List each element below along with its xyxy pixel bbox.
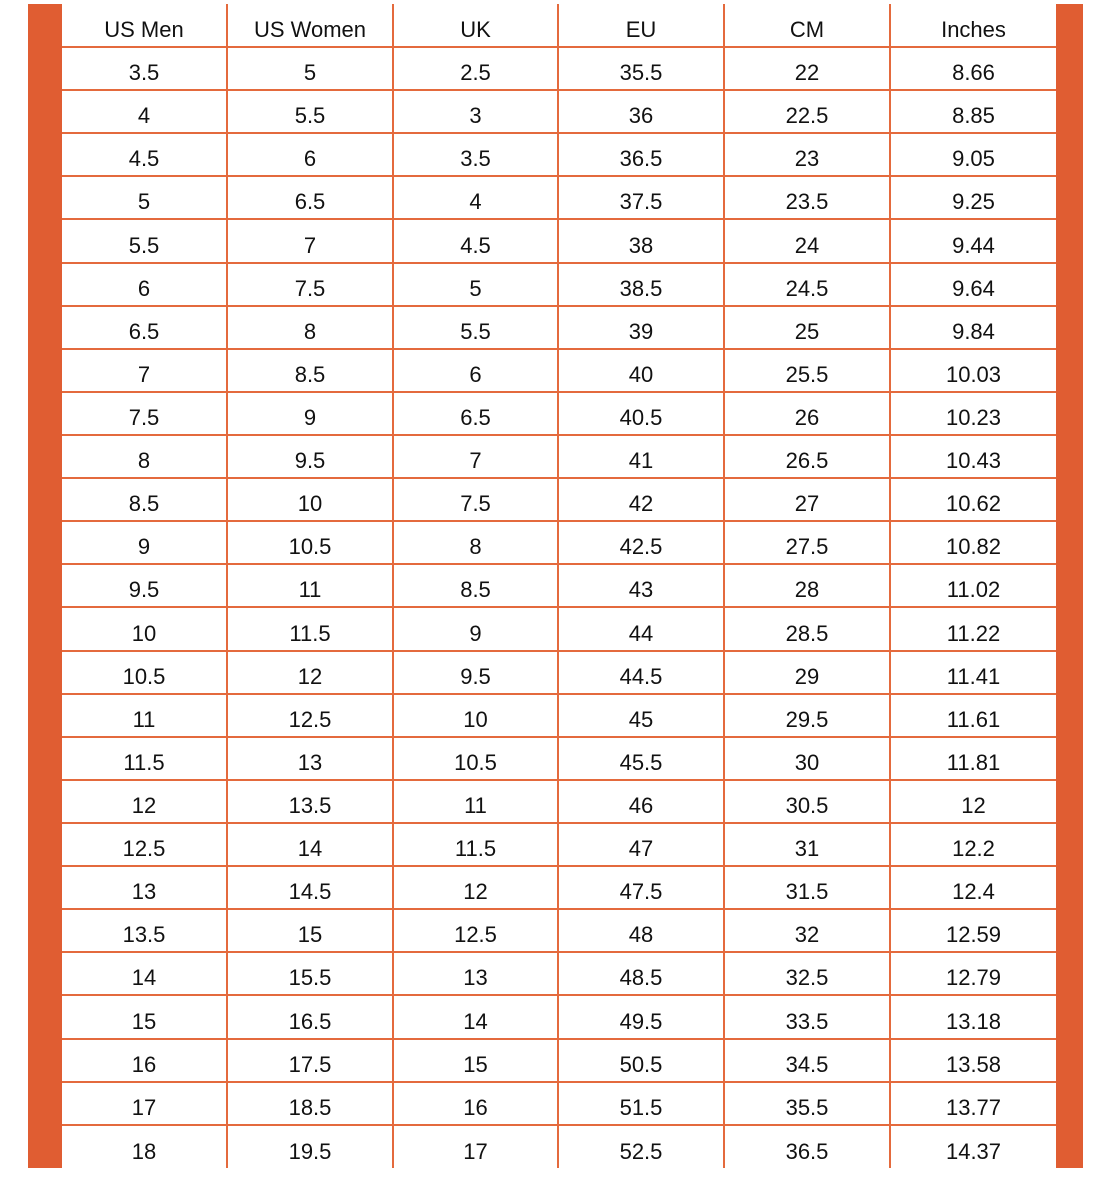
cell-uk: 9.5	[393, 651, 558, 694]
cell-uk: 5.5	[393, 306, 558, 349]
cell-uk: 12	[393, 866, 558, 909]
cell-eu: 40	[558, 349, 724, 392]
cell-cm: 23.5	[724, 176, 890, 219]
cell-us-men: 10	[62, 607, 227, 650]
cell-us-women: 13	[227, 737, 393, 780]
cell-inches: 10.82	[890, 521, 1056, 564]
cell-us-women: 13.5	[227, 780, 393, 823]
cell-cm: 32.5	[724, 952, 890, 995]
cell-eu: 44	[558, 607, 724, 650]
table-row	[62, 47, 1056, 90]
cell-eu: 36.5	[558, 133, 724, 176]
cell-us-women: 18.5	[227, 1082, 393, 1125]
cell-us-men: 9	[62, 521, 227, 564]
cell-uk: 7	[393, 435, 558, 478]
cell-inches: 8.66	[890, 47, 1056, 90]
cell-inches: 10.43	[890, 435, 1056, 478]
cell-cm: 30.5	[724, 780, 890, 823]
table-row	[62, 823, 1056, 866]
cell-eu: 47	[558, 823, 724, 866]
cell-cm: 24	[724, 219, 890, 262]
table-row	[62, 90, 1056, 133]
cell-cm: 36.5	[724, 1125, 890, 1168]
table-row	[62, 952, 1056, 995]
cell-us-men: 17	[62, 1082, 227, 1125]
cell-us-women: 11.5	[227, 607, 393, 650]
cell-cm: 33.5	[724, 995, 890, 1038]
cell-cm: 31.5	[724, 866, 890, 909]
cell-us-men: 6	[62, 263, 227, 306]
header-inches: Inches	[890, 4, 1056, 47]
header-us-women: US Women	[227, 4, 393, 47]
cell-us-men: 14	[62, 952, 227, 995]
table-row	[62, 780, 1056, 823]
cell-inches: 10.23	[890, 392, 1056, 435]
cell-uk: 7.5	[393, 478, 558, 521]
cell-eu: 41	[558, 435, 724, 478]
cell-uk: 2.5	[393, 47, 558, 90]
cell-cm: 30	[724, 737, 890, 780]
cell-eu: 35.5	[558, 47, 724, 90]
cell-cm: 29.5	[724, 694, 890, 737]
cell-us-women: 5.5	[227, 90, 393, 133]
cell-us-women: 14	[227, 823, 393, 866]
cell-eu: 48.5	[558, 952, 724, 995]
header-eu: EU	[558, 4, 724, 47]
cell-us-men: 12	[62, 780, 227, 823]
cell-uk: 16	[393, 1082, 558, 1125]
cell-us-women: 14.5	[227, 866, 393, 909]
cell-us-men: 11	[62, 694, 227, 737]
table-row	[62, 737, 1056, 780]
cell-eu: 38.5	[558, 263, 724, 306]
cell-inches: 11.22	[890, 607, 1056, 650]
table-row	[62, 866, 1056, 909]
cell-us-women: 8.5	[227, 349, 393, 392]
cell-inches: 9.84	[890, 306, 1056, 349]
cell-us-men: 6.5	[62, 306, 227, 349]
cell-us-women: 10	[227, 478, 393, 521]
cell-us-women: 12.5	[227, 694, 393, 737]
cell-uk: 4	[393, 176, 558, 219]
cell-eu: 43	[558, 564, 724, 607]
cell-us-men: 10.5	[62, 651, 227, 694]
cell-us-men: 4.5	[62, 133, 227, 176]
table-row	[62, 607, 1056, 650]
table-row	[62, 478, 1056, 521]
cell-us-men: 15	[62, 995, 227, 1038]
cell-inches: 9.64	[890, 263, 1056, 306]
cell-uk: 8.5	[393, 564, 558, 607]
cell-us-women: 12	[227, 651, 393, 694]
cell-uk: 4.5	[393, 219, 558, 262]
cell-us-women: 5	[227, 47, 393, 90]
cell-cm: 29	[724, 651, 890, 694]
cell-inches: 12.79	[890, 952, 1056, 995]
cell-us-women: 9.5	[227, 435, 393, 478]
cell-us-women: 15.5	[227, 952, 393, 995]
cell-uk: 11	[393, 780, 558, 823]
cell-uk: 9	[393, 607, 558, 650]
cell-inches: 9.25	[890, 176, 1056, 219]
table-row	[62, 263, 1056, 306]
cell-eu: 45.5	[558, 737, 724, 780]
cell-inches: 12.4	[890, 866, 1056, 909]
cell-cm: 28	[724, 564, 890, 607]
table-row	[62, 1082, 1056, 1125]
cell-inches: 8.85	[890, 90, 1056, 133]
cell-us-women: 16.5	[227, 995, 393, 1038]
cell-cm: 22	[724, 47, 890, 90]
header-row	[62, 4, 1056, 47]
cell-cm: 25	[724, 306, 890, 349]
cell-eu: 50.5	[558, 1039, 724, 1082]
cell-eu: 42	[558, 478, 724, 521]
cell-us-women: 15	[227, 909, 393, 952]
cell-inches: 14.37	[890, 1125, 1056, 1168]
cell-inches: 13.18	[890, 995, 1056, 1038]
cell-cm: 34.5	[724, 1039, 890, 1082]
cell-uk: 5	[393, 263, 558, 306]
cell-inches: 12	[890, 780, 1056, 823]
cell-us-men: 4	[62, 90, 227, 133]
cell-inches: 12.2	[890, 823, 1056, 866]
cell-us-men: 3.5	[62, 47, 227, 90]
cell-uk: 3.5	[393, 133, 558, 176]
cell-inches: 9.05	[890, 133, 1056, 176]
cell-cm: 26.5	[724, 435, 890, 478]
table-row	[62, 435, 1056, 478]
cell-eu: 38	[558, 219, 724, 262]
header-cm: CM	[724, 4, 890, 47]
table-row	[62, 349, 1056, 392]
cell-cm: 26	[724, 392, 890, 435]
cell-us-women: 8	[227, 306, 393, 349]
cell-us-men: 7.5	[62, 392, 227, 435]
cell-us-women: 6	[227, 133, 393, 176]
cell-uk: 14	[393, 995, 558, 1038]
cell-uk: 10	[393, 694, 558, 737]
cell-inches: 11.81	[890, 737, 1056, 780]
table-row	[62, 1039, 1056, 1082]
cell-inches: 9.44	[890, 219, 1056, 262]
table-row	[62, 651, 1056, 694]
cell-eu: 51.5	[558, 1082, 724, 1125]
cell-us-women: 6.5	[227, 176, 393, 219]
cell-cm: 27	[724, 478, 890, 521]
cell-cm: 25.5	[724, 349, 890, 392]
cell-eu: 37.5	[558, 176, 724, 219]
cell-inches: 10.62	[890, 478, 1056, 521]
cell-us-men: 5.5	[62, 219, 227, 262]
cell-eu: 44.5	[558, 651, 724, 694]
cell-inches: 12.59	[890, 909, 1056, 952]
cell-cm: 27.5	[724, 521, 890, 564]
cell-uk: 11.5	[393, 823, 558, 866]
table-row	[62, 306, 1056, 349]
cell-inches: 13.77	[890, 1082, 1056, 1125]
cell-uk: 3	[393, 90, 558, 133]
cell-cm: 35.5	[724, 1082, 890, 1125]
table-row	[62, 995, 1056, 1038]
cell-us-men: 11.5	[62, 737, 227, 780]
cell-uk: 8	[393, 521, 558, 564]
cell-uk: 17	[393, 1125, 558, 1168]
header-uk: UK	[393, 4, 558, 47]
cell-eu: 52.5	[558, 1125, 724, 1168]
cell-eu: 45	[558, 694, 724, 737]
header-us-men: US Men	[62, 4, 227, 47]
cell-us-women: 19.5	[227, 1125, 393, 1168]
cell-inches: 10.03	[890, 349, 1056, 392]
table-row	[62, 1125, 1056, 1168]
cell-eu: 42.5	[558, 521, 724, 564]
cell-us-men: 7	[62, 349, 227, 392]
cell-inches: 11.02	[890, 564, 1056, 607]
cell-inches: 11.41	[890, 651, 1056, 694]
cell-cm: 32	[724, 909, 890, 952]
cell-us-men: 18	[62, 1125, 227, 1168]
table-row	[62, 392, 1056, 435]
cell-us-men: 13.5	[62, 909, 227, 952]
table-row	[62, 176, 1056, 219]
shoe-size-chart-table	[62, 4, 1056, 1168]
cell-uk: 15	[393, 1039, 558, 1082]
cell-eu: 39	[558, 306, 724, 349]
cell-eu: 48	[558, 909, 724, 952]
cell-cm: 31	[724, 823, 890, 866]
table-body	[62, 47, 1056, 1168]
cell-us-women: 10.5	[227, 521, 393, 564]
table-row	[62, 564, 1056, 607]
cell-us-men: 8	[62, 435, 227, 478]
cell-cm: 24.5	[724, 263, 890, 306]
cell-uk: 6.5	[393, 392, 558, 435]
cell-cm: 23	[724, 133, 890, 176]
cell-us-women: 7	[227, 219, 393, 262]
cell-eu: 49.5	[558, 995, 724, 1038]
cell-eu: 46	[558, 780, 724, 823]
cell-us-men: 16	[62, 1039, 227, 1082]
cell-eu: 40.5	[558, 392, 724, 435]
table-row	[62, 133, 1056, 176]
cell-us-men: 5	[62, 176, 227, 219]
cell-uk: 12.5	[393, 909, 558, 952]
table-row	[62, 521, 1056, 564]
cell-us-women: 11	[227, 564, 393, 607]
cell-us-women: 17.5	[227, 1039, 393, 1082]
table-row	[62, 694, 1056, 737]
cell-inches: 13.58	[890, 1039, 1056, 1082]
table-row	[62, 219, 1056, 262]
cell-us-women: 7.5	[227, 263, 393, 306]
cell-us-men: 9.5	[62, 564, 227, 607]
cell-us-men: 12.5	[62, 823, 227, 866]
cell-uk: 13	[393, 952, 558, 995]
table-row	[62, 909, 1056, 952]
cell-uk: 6	[393, 349, 558, 392]
cell-us-men: 8.5	[62, 478, 227, 521]
cell-us-men: 13	[62, 866, 227, 909]
cell-inches: 11.61	[890, 694, 1056, 737]
cell-cm: 22.5	[724, 90, 890, 133]
cell-eu: 47.5	[558, 866, 724, 909]
cell-eu: 36	[558, 90, 724, 133]
cell-cm: 28.5	[724, 607, 890, 650]
cell-us-women: 9	[227, 392, 393, 435]
cell-uk: 10.5	[393, 737, 558, 780]
